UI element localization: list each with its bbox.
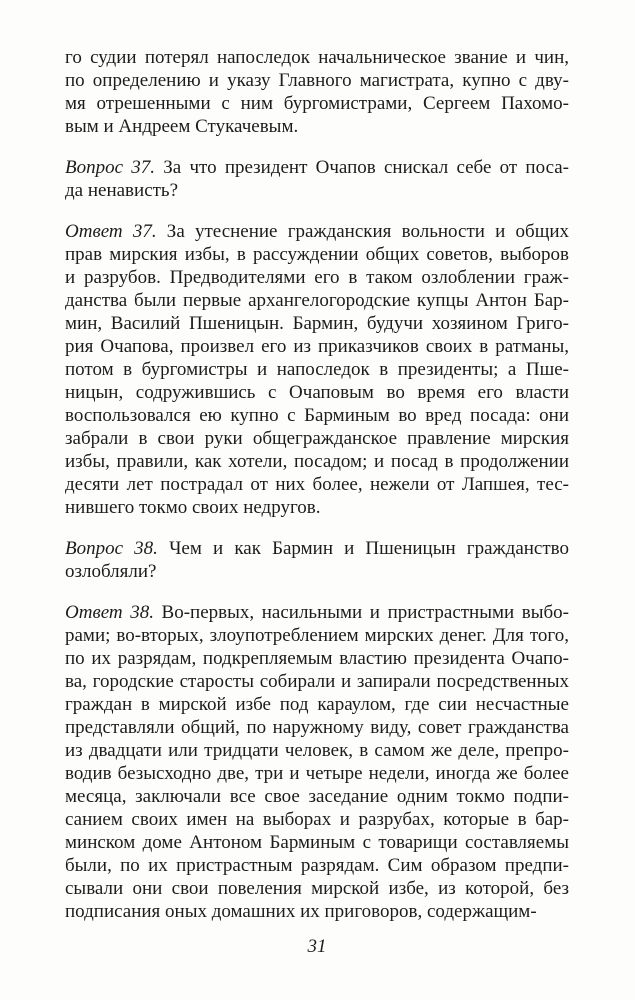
- text-line: воспользовался ею купно с Барминым во вред посада: они: [65, 405, 569, 426]
- answer-37: [65, 220, 569, 519]
- text-line: месяца, заключали все свое заседание одним токмо подпи-: [65, 786, 569, 807]
- text-line: потом в бургомистры и напоследок в президенты; а Пше-: [65, 359, 569, 380]
- text-line: забрали в свои руки общегражданское правление мирския: [65, 428, 569, 449]
- text-line: рами; во-вторых, злоупотреблением мирских денег. Для того,: [65, 625, 569, 646]
- text-line: вым и Андреем Стукачевым.: [65, 116, 299, 137]
- text-line: по их разрядам, подкрепляемым властию президента Очапо-: [65, 648, 569, 669]
- text-line: ва, городские старосты собирали и запирали посредственных: [65, 671, 569, 692]
- text-line: и разрубов. Предводителями его в таком озлоблении граж-: [65, 267, 569, 288]
- text-line: Ответ 37. За утеснение гражданския вольности и общих: [65, 221, 570, 242]
- text-line: ницын, содружившись с Очаповым во время его власти: [65, 382, 569, 403]
- text-line: из двадцати или тридцати человек, в самом же деле, препро-: [65, 740, 569, 761]
- text-line: Ответ 38. Во-первых, насильными и пристрастными выбо-: [65, 602, 570, 623]
- text-line: го судии потерял напоследок начальническое звание и чин,: [65, 47, 569, 68]
- paragraph-lead: Вопрос 38.: [65, 538, 158, 559]
- text-line: водив безысходно две, три и четыре недели, иногда же более: [65, 763, 569, 784]
- text-line: рия Очапова, произвел его из приказчиков своих в ратманы,: [65, 336, 569, 357]
- text-line: данства были первые архангелогородские купцы Антон Бар-: [65, 290, 569, 311]
- text-line: подписания оных домашних их приговоров, содержащим-: [65, 901, 537, 922]
- question-37: [65, 156, 569, 202]
- text-line: озлобляли?: [65, 561, 157, 582]
- paragraph-lead: Ответ 37.: [65, 221, 157, 242]
- text-line: да ненависть?: [65, 180, 179, 201]
- text-line: санием своих имен на выборах и разрубах, которые в бар-: [65, 809, 569, 830]
- continuation-paragraph: [65, 46, 569, 138]
- text-line: граждан в мирской избе под караулом, где сии несчастные: [65, 694, 569, 715]
- page-number: 31: [307, 936, 327, 957]
- text-line: мин, Василий Пшеницын. Бармин, будучи хозяином Григо-: [65, 313, 569, 334]
- page-text: [65, 46, 569, 923]
- question-38: [65, 537, 569, 583]
- text-line: избы, правили, как хотели, посадом; и посад в продолжении: [65, 451, 569, 472]
- paragraph-lead: Вопрос 37.: [65, 157, 156, 178]
- text-line: сывали они свои повеления мирской избе, из которой, без: [65, 878, 569, 899]
- text-line: по определению и указу Главного магистрата, купно с дву-: [65, 70, 569, 91]
- answer-38: [65, 601, 569, 923]
- text-line: были, по их пристрастным разрядам. Сим образом предпи-: [65, 855, 569, 876]
- text-line: Вопрос 38. Чем и как Бармин и Пшеницын гражданство: [65, 538, 569, 559]
- paragraph-lead: Ответ 38.: [65, 602, 154, 623]
- text-line: нившего токмо своих недругов.: [65, 497, 321, 518]
- text-line: Вопрос 37. За что президент Очапов снискал себе от поса-: [65, 157, 569, 178]
- text-line: прав мирския избы, в рассуждении общих советов, выборов: [65, 244, 569, 265]
- text-line: мя отрешенными с ним бургомистрами, Сергеем Пахомо-: [65, 93, 569, 114]
- text-line: десяти лет пострадал от них более, нежели от Лапшея, тес-: [65, 474, 569, 495]
- text-line: минском доме Антоном Барминым с товарищи составляемы: [65, 832, 569, 853]
- text-line: представляли общий, по наружному виду, совет гражданства: [65, 717, 569, 738]
